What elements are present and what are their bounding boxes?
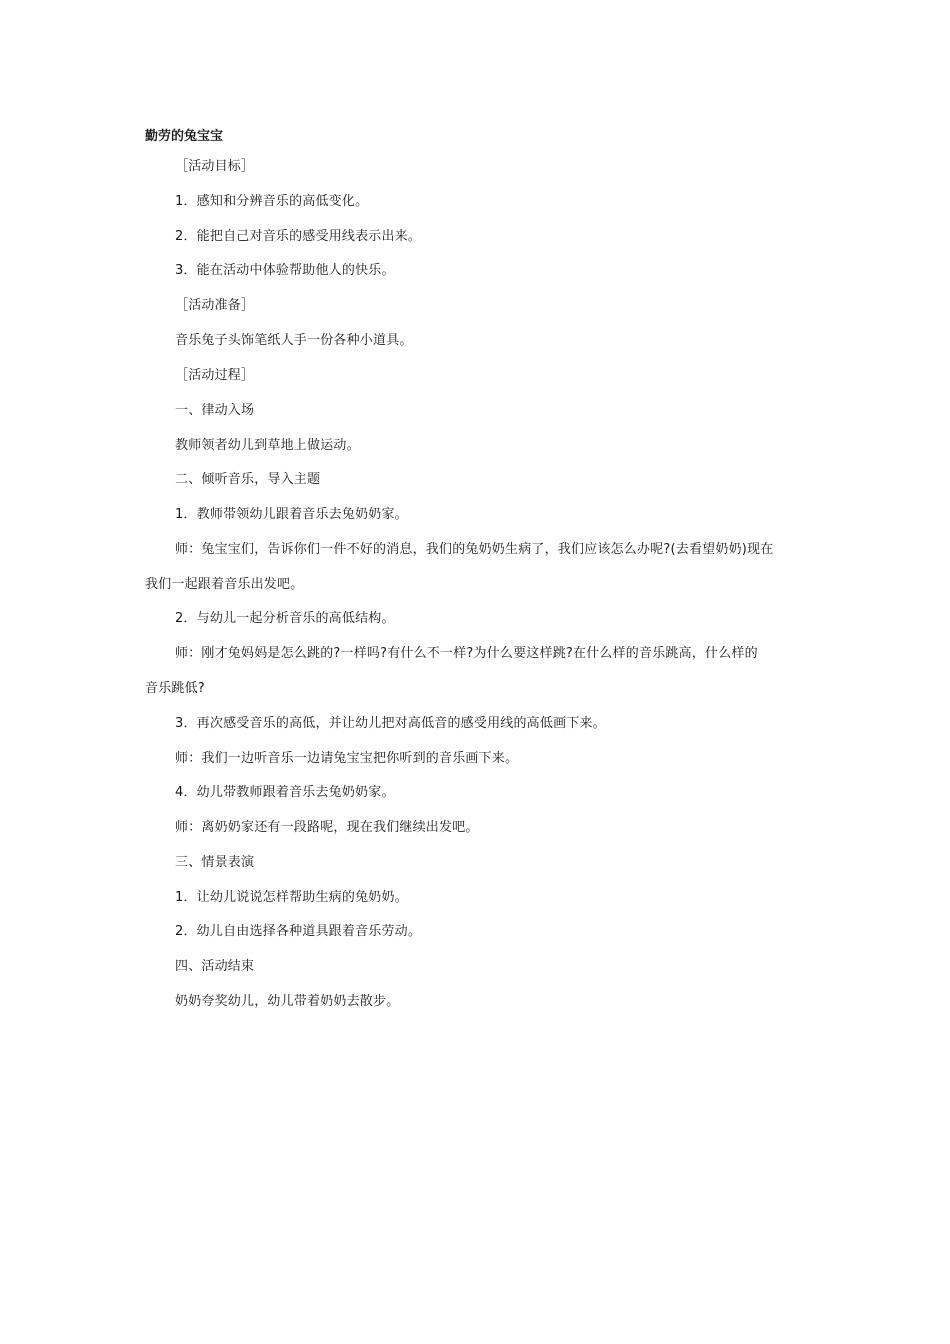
step2-item-2: 2．与幼儿一起分析音乐的高低结构。 <box>175 611 395 626</box>
step4-heading: 四、活动结束 <box>175 959 255 974</box>
step2-heading: 二、倾听音乐，导入主题 <box>175 472 321 487</box>
step2-item-3: 3．再次感受音乐的高低，并让幼儿把对高低音的感受用线的高低画下来。 <box>175 716 606 731</box>
step2-dialog-3: 师：我们一边听音乐一边请兔宝宝把你听到的音乐画下来。 <box>175 751 519 766</box>
step3-item-2: 2．幼儿自由选择各种道具跟着音乐劳动。 <box>175 924 422 939</box>
step1-text: 教师领者幼儿到草地上做运动。 <box>175 438 360 453</box>
document-title: 勤劳的兔宝宝 <box>145 129 224 144</box>
goal-item-2: 2．能把自己对音乐的感受用线表示出来。 <box>175 229 422 244</box>
step3-item-1: 1．让幼儿说说怎样帮助生病的兔奶奶。 <box>175 890 408 905</box>
step4-text: 奶奶夸奖幼儿，幼儿带着奶奶去散步。 <box>175 994 400 1009</box>
step1-heading: 一、律动入场 <box>175 403 255 418</box>
step2-dialog-4: 师：离奶奶家还有一段路呢，现在我们继续出发吧。 <box>175 820 479 835</box>
prep-heading: ［活动准备］ <box>175 298 255 313</box>
step2-item-4: 4．幼儿带教师跟着音乐去兔奶奶家。 <box>175 785 395 800</box>
process-heading: ［活动过程］ <box>175 368 255 383</box>
step3-heading: 三、情景表演 <box>175 855 255 870</box>
step2-item-1: 1．教师带领幼儿跟着音乐去兔奶奶家。 <box>175 507 408 522</box>
step2-dialog-1-line-1: 师：兔宝宝们，告诉你们一件不好的消息，我们的兔奶奶生病了，我们应该怎么办呢?(去看望奶奶)现在 <box>175 542 774 557</box>
step2-dialog-2-line-1: 师：刚才兔妈妈是怎么跳的?一样吗?有什么不一样?为什么要这样跳?在什么样的音乐跳高，什么样的 <box>175 646 758 661</box>
step2-dialog-2-line-2: 音乐跳低? <box>145 681 205 696</box>
goal-item-3: 3．能在活动中体验帮助他人的快乐。 <box>175 263 395 278</box>
goals-heading: ［活动目标］ <box>175 159 255 174</box>
step2-dialog-1-line-2: 我们一起跟着音乐出发吧。 <box>145 577 304 592</box>
prep-text: 音乐兔子头饰笔纸人手一份各种小道具。 <box>175 333 413 348</box>
goal-item-1: 1．感知和分辨音乐的高低变化。 <box>175 194 369 209</box>
